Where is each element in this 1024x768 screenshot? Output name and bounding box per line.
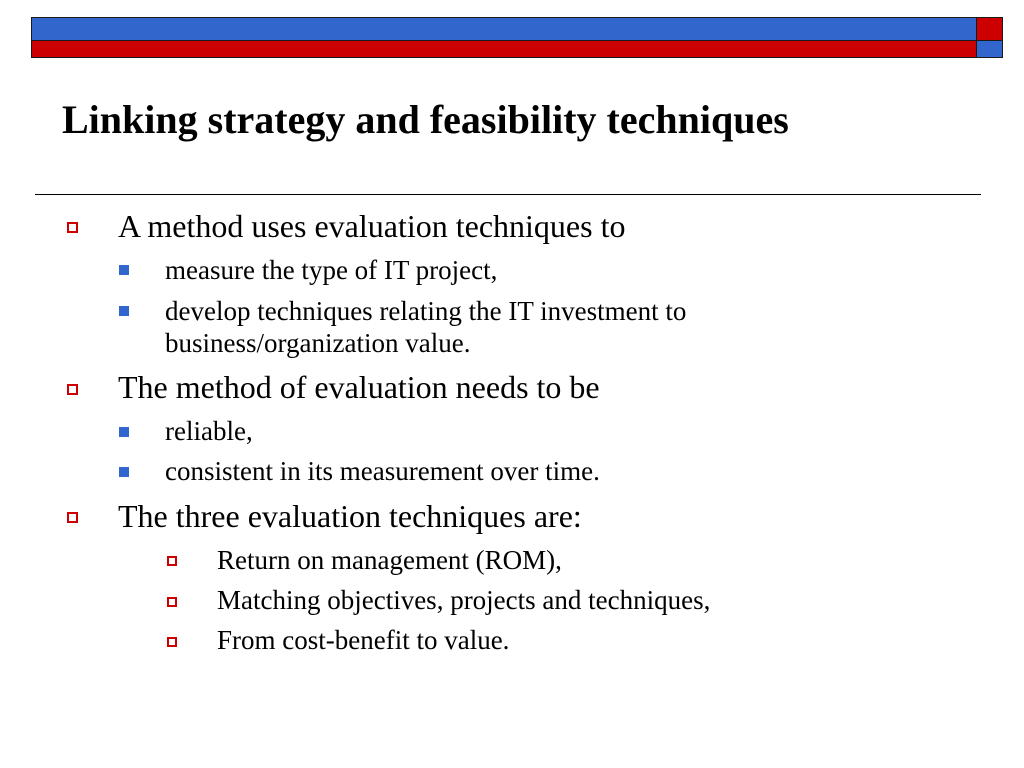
sub-bullet-1-2-line2: business/organization value. [165, 328, 471, 358]
bullet-point-1: A method uses evaluation techniques to [118, 208, 626, 244]
hollow-square-icon [67, 222, 78, 233]
filled-square-icon [119, 467, 129, 477]
hollow-square-icon [167, 637, 177, 647]
header-bar-red [31, 41, 977, 58]
slide-title: Linking strategy and feasibility techniques [62, 97, 789, 142]
filled-square-icon [119, 306, 129, 316]
sub-bullet-3-1: Return on management (ROM), [217, 545, 562, 575]
title-divider [35, 194, 981, 195]
hollow-square-icon [67, 512, 78, 523]
sub-bullet-1-2-line1: develop techniques relating the IT investment to [165, 296, 687, 326]
header-bar-blue [31, 17, 977, 41]
hollow-square-icon [167, 556, 177, 566]
hollow-square-icon [67, 384, 78, 395]
header-corner-red [977, 17, 1003, 41]
sub-bullet-2-2: consistent in its measurement over time. [165, 456, 600, 486]
sub-bullet-3-2: Matching objectives, projects and techniques, [217, 585, 711, 615]
sub-bullet-2-1: reliable, [165, 416, 253, 446]
header-corner-blue [977, 41, 1003, 58]
bullet-point-3: The three evaluation techniques are: [118, 498, 582, 534]
filled-square-icon [119, 265, 129, 275]
bullet-point-2: The method of evaluation needs to be [118, 369, 600, 405]
sub-bullet-1-1: measure the type of IT project, [165, 255, 498, 285]
filled-square-icon [119, 427, 129, 437]
sub-bullet-3-3: From cost-benefit to value. [217, 625, 510, 655]
hollow-square-icon [167, 597, 177, 607]
